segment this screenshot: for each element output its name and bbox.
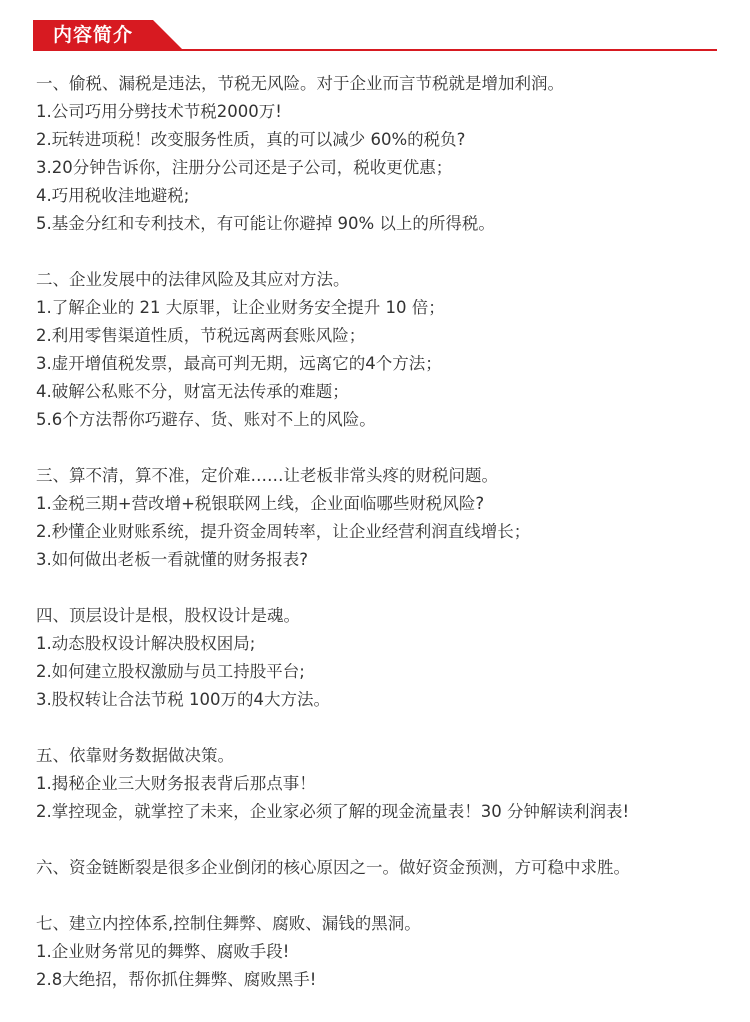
list-item: 1.企业财务常见的舞弊、腐败手段! xyxy=(36,942,290,961)
list-item: 5.基金分红和专利技术，有可能让你避掉 90% 以上的所得税。 xyxy=(36,214,495,233)
content-body xyxy=(36,70,736,1022)
list-item: 1.动态股权设计解决股权困局; xyxy=(36,634,256,653)
section-heading: 六、资金链断裂是很多企业倒闭的核心原因之一。做好资金预测，方可稳中求胜。 xyxy=(36,858,630,877)
list-item: 1.金税三期+营改增+税银联网上线，企业面临哪些财税风险? xyxy=(36,494,485,513)
list-item: 3.虚开增值税发票，最高可判无期，远离它的4个方法； xyxy=(36,354,442,373)
section-heading: 一、偷税、漏税是违法，节税无风险。对于企业而言节税就是增加利润。 xyxy=(36,74,564,93)
list-item: 4.巧用税收洼地避税; xyxy=(36,186,190,205)
list-item: 3.股权转让合法节税 100万的4大方法。 xyxy=(36,690,330,709)
content-section-6 xyxy=(36,854,736,882)
list-item: 2.掌控现金，就掌控了未来，企业家必须了解的现金流量表！30 分钟解读利润表! xyxy=(36,802,630,821)
content-section-2 xyxy=(36,266,736,434)
content-section-7 xyxy=(36,910,736,994)
list-item: 3.20分钟告诉你，注册分公司还是子公司，税收更优惠； xyxy=(36,158,453,177)
content-section-5 xyxy=(36,742,736,826)
list-item: 4.破解公私账不分，财富无法传承的难题； xyxy=(36,382,349,401)
section-heading: 七、建立内控体系,控制住舞弊、腐败、漏钱的黑洞。 xyxy=(36,914,421,933)
list-item: 2.玩转进项税！改变服务性质，真的可以减少 60%的税负? xyxy=(36,130,466,149)
content-section-4 xyxy=(36,602,736,714)
list-item: 1.了解企业的 21 大原罪，让企业财务安全提升 10 倍； xyxy=(36,298,445,317)
list-item: 2.8大绝招，帮你抓住舞弊、腐败黑手! xyxy=(36,970,317,989)
list-item: 1.揭秘企业三大财务报表背后那点事！ xyxy=(36,774,316,793)
list-item: 3.如何做出老板一看就懂的财务报表? xyxy=(36,550,309,569)
content-section-3 xyxy=(36,462,736,574)
section-heading: 四、顶层设计是根，股权设计是魂。 xyxy=(36,606,300,625)
section-heading: 五、依靠财务数据做决策。 xyxy=(36,746,234,765)
section-heading: 二、企业发展中的法律风险及其应对方法。 xyxy=(36,270,350,289)
header-title: 内容简介 xyxy=(53,24,134,46)
list-item: 2.秒懂企业财账系统，提升资金周转率，让企业经营利润直线增长； xyxy=(36,522,531,541)
section-header xyxy=(33,20,717,52)
list-item: 1.公司巧用分劈技术节税2000万! xyxy=(36,102,282,121)
list-item: 2.如何建立股权激励与员工持股平台; xyxy=(36,662,305,681)
section-heading: 三、算不清，算不准，定价难……让老板非常头疼的财税问题。 xyxy=(36,466,498,485)
list-item: 2.利用零售渠道性质，节税远离两套账风险； xyxy=(36,326,366,345)
list-item: 5.6个方法帮你巧避存、货、账对不上的风险。 xyxy=(36,410,376,429)
content-section-1 xyxy=(36,70,736,238)
